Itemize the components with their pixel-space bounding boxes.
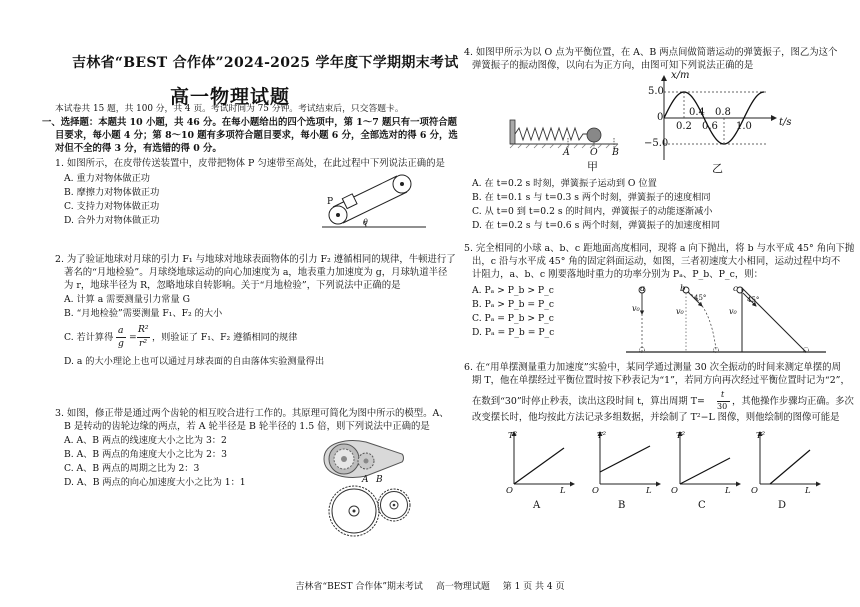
projectile-figure: [626, 284, 826, 356]
graph-data-line: [680, 458, 730, 484]
graph-c-origin: O: [671, 486, 678, 496]
q2-option-a: A. 计算 a 需要测量引力常量 G: [64, 294, 190, 305]
v0-label-a: v₀: [632, 304, 640, 313]
q1-stem: 1. 如图所示，在皮带传送装置中，皮带把物体 P 匀速带至高处，在此过程中下列说法正确的是: [55, 158, 445, 169]
graph-ylabel: x/m: [671, 70, 690, 81]
graph-xtick: 0.6: [702, 121, 718, 132]
q1-option-a: A. 重力对物体做正功: [64, 173, 150, 184]
label-yi: 乙: [712, 162, 723, 175]
q3-option-c: C. A、B 两点的周期之比为 2：3: [64, 463, 200, 474]
exam-title: 吉林省“BEST 合作体”2024-2025 学年度下学期期末考试: [72, 55, 459, 71]
q3-option-a: A. A、B 两点的线速度大小之比为 3：2: [64, 435, 227, 446]
graph-data-line: [514, 448, 564, 484]
q2-option-d: D. a 的大小理论上也可以通过月球表面的自由落体实验测量得出: [64, 356, 325, 367]
q6-line2: 期 T，他在单摆经过平衡位置时按下秒表记为“1”，若同方向再次经过平衡位置时记为“2”，: [472, 375, 850, 386]
spring-label-a: A: [563, 147, 570, 158]
q3-option-b: B. A、B 两点的角速度大小之比为 2：3: [64, 449, 227, 460]
graph-ytick-min: −5.0: [644, 138, 669, 149]
q3-option-d: D. A、B 两点的向心加速度大小之比为 1：1: [64, 477, 246, 488]
section1-line3: 对但不全的得 3 分，有选错的得 0 分。: [55, 143, 222, 154]
q6-line3-suffix: ，其他操作步骤均正确。多次: [732, 396, 854, 407]
page-footer: [0, 579, 860, 592]
q2-frac1-den: g: [118, 338, 124, 349]
ball-label-a: a: [640, 284, 646, 294]
angle-label-b: 45°: [694, 294, 707, 302]
q2-frac1-num: a: [118, 325, 124, 336]
q5-option-b: B. Pₐ > P_b = P_c: [472, 299, 554, 310]
q2-option-c-suffix: ，则验证了 F₁、F₂ 遵循相同的规律: [152, 332, 298, 343]
footer-page: 第 1 页 共 4 页: [502, 582, 565, 592]
graph-a-label: A: [533, 500, 541, 511]
q4-option-a: A. 在 t=0.2 s 时刻，弹簧振子运动到 O 位置: [472, 178, 657, 189]
q6-line3-prefix: 在数到“30”时停止秒表，读出这段时间 t，算出周期 T=: [472, 396, 705, 407]
q2-line1: 2. 为了验证地球对月球的引力 F₁ 与地球对地球表面物体的引力 F₂ 遵循相同的规律，牛顿进行了: [55, 254, 456, 265]
q5-option-d: D. Pₐ = P_b = P_c: [472, 327, 555, 338]
graph-b-label: B: [618, 500, 626, 511]
graph-xlabel: t/s: [779, 117, 792, 128]
conveyor-belt-figure: [320, 170, 430, 232]
period-frac-num: t: [721, 390, 725, 399]
q1-label-p: P: [327, 197, 334, 207]
angle-label-c: 45°: [747, 296, 760, 304]
spring-label-b: B: [612, 147, 619, 158]
graph-d-ylabel: T²: [756, 431, 766, 441]
q3-label-a: A: [362, 475, 369, 485]
period-frac-den: 30: [717, 402, 728, 411]
q5-line3: 计阻力，a、b、c 刚要落地时重力的功率分别为 Pₐ、P_b、P_c，则：: [472, 269, 763, 280]
graph-data-line: [770, 450, 810, 484]
label-jia: 甲: [587, 160, 598, 173]
graph-xtick: 0.4: [689, 107, 705, 118]
q2-option-b: B. “月地检验”需要测量 F₁、F₂ 的大小: [64, 308, 223, 319]
ball-label-c: c: [733, 284, 738, 294]
q2-line3: 为 r，地球半径为 R，忽略地球自转影响。关于“月地检验”，下列说法中正确的是: [64, 280, 401, 291]
q3-label-b: B: [376, 475, 383, 485]
graph-d-origin: O: [751, 486, 758, 496]
graph-c-xlabel: L: [725, 486, 731, 496]
q4-option-d: D. 在 t=0.2 s 与 t=0.6 s 两个时刻，弹簧振子的加速度相同: [472, 220, 721, 231]
q3-line2: B 是转动的齿轮边缘的两点，若 A 轮半径是 B 轮半径的 1.5 倍，则下列说法中正确的是: [64, 421, 430, 432]
q2-frac2-den: r²: [139, 338, 148, 349]
q2-option-c-prefix: C. 若计算得: [64, 332, 114, 343]
q3-line1: 3. 如图，修正带是通过两个齿轮的相互咬合进行工作的。其原理可简化为图中所示的模型。A、: [55, 408, 449, 419]
q2-equals: =: [129, 332, 137, 343]
q1-option-b: B. 摩擦力对物体做正功: [64, 187, 160, 198]
q2-line2: 著名的“月地检验”。月球绕地球运动的向心加速度为 a，地表重力加速度为 g，月球轨道半径: [64, 267, 448, 278]
graph-b-ylabel: T²: [597, 431, 607, 441]
q1-option-c: C. 支持力对物体做正功: [64, 201, 160, 212]
graph-a-xlabel: L: [560, 486, 566, 496]
ball-label-b: b: [680, 284, 686, 294]
q1-option-d: D. 合外力对物体做正功: [64, 215, 160, 226]
graph-b-xlabel: L: [646, 486, 652, 496]
subject-title: 高一物理试题: [170, 86, 291, 108]
q6-line1: 6. 在“用单摆测量重力加速度”实验中，某同学通过测量 30 次全振动的时间来测定单摆的周: [464, 362, 841, 373]
q2-frac2-num: R²: [138, 324, 149, 335]
q6-line4: 改变摆长时，他均按此方法记录多组数据，并绘制了 T²−L 图像，则他绘制的图像可能是: [472, 412, 840, 423]
graph-xtick: 1.0: [736, 121, 752, 132]
q4-option-b: B. 在 t=0.1 s 与 t=0.3 s 两个时刻，弹簧振子的速度相同: [472, 192, 711, 203]
spring-label-o: O: [590, 147, 598, 158]
q4-option-c: C. 从 t=0 到 t=0.2 s 的时间内，弹簧振子的动能逐渐减小: [472, 206, 713, 217]
q4-line1: 4. 如图甲所示为以 O 点为平衡位置，在 A、B 两点间做简谐运动的弹簧振子，图乙为这个: [464, 47, 838, 58]
graph-c-ylabel: T²: [676, 431, 686, 441]
graph-d-label: D: [778, 500, 787, 511]
q4-line2: 弹簧振子的振动图像，以向右为正方向，由图可知下列说法正确的是: [472, 60, 754, 71]
q5-option-a: A. Pₐ > P_b > P_c: [472, 285, 554, 296]
graph-a-ylabel: T²: [508, 431, 518, 441]
exam-intro: 本试卷共 15 题，共 100 分，共 4 页。考试时间为 75 分钟。考试结束后，只交答题卡。: [55, 104, 404, 114]
graph-ytick-zero: 0: [657, 112, 664, 123]
graph-d-xlabel: L: [805, 486, 811, 496]
footer-exam: 吉林省“BEST 合作体”期末考试: [295, 582, 423, 592]
graph-xtick: 0.2: [676, 121, 692, 132]
q5-option-c: C. Pₐ = P_b > P_c: [472, 313, 554, 324]
graph-ytick-max: 5.0: [648, 86, 664, 97]
correction-tape-figure: [318, 436, 404, 482]
graph-a-origin: O: [506, 486, 513, 496]
v0-label-c: v₀: [729, 307, 737, 316]
section1-line1: 一、选择题：本题共 10 小题，共 46 分。在每小题给出的四个选项中，第 1～7 题只有一项符合题: [42, 117, 457, 128]
section1-line2: 目要求，每小题 4 分；第 8～10 题有多项符合题目要求，每小题 6 分，全部选对的得 6 分，选: [55, 130, 458, 141]
q1-label-theta: θ: [363, 218, 368, 227]
graph-b-origin: O: [592, 486, 599, 496]
graph-data-line: [600, 446, 650, 472]
v0-label-b: v₀: [676, 307, 684, 316]
footer-subject: 高一物理试题: [435, 582, 490, 592]
q5-line1: 5. 完全相同的小球 a、b、c 距地面高度相同，现将 a 向下抛出，将 b 与水平成 45° 角向下抛: [464, 243, 855, 254]
graph-xtick: 0.8: [715, 107, 731, 118]
gears-figure: [320, 480, 420, 542]
graph-c-label: C: [698, 500, 706, 511]
q5-line2: 出，c 沿与水平成 45° 角的固定斜面运动，如图，三者初速度大小相同，运动过程中均不: [472, 256, 841, 267]
